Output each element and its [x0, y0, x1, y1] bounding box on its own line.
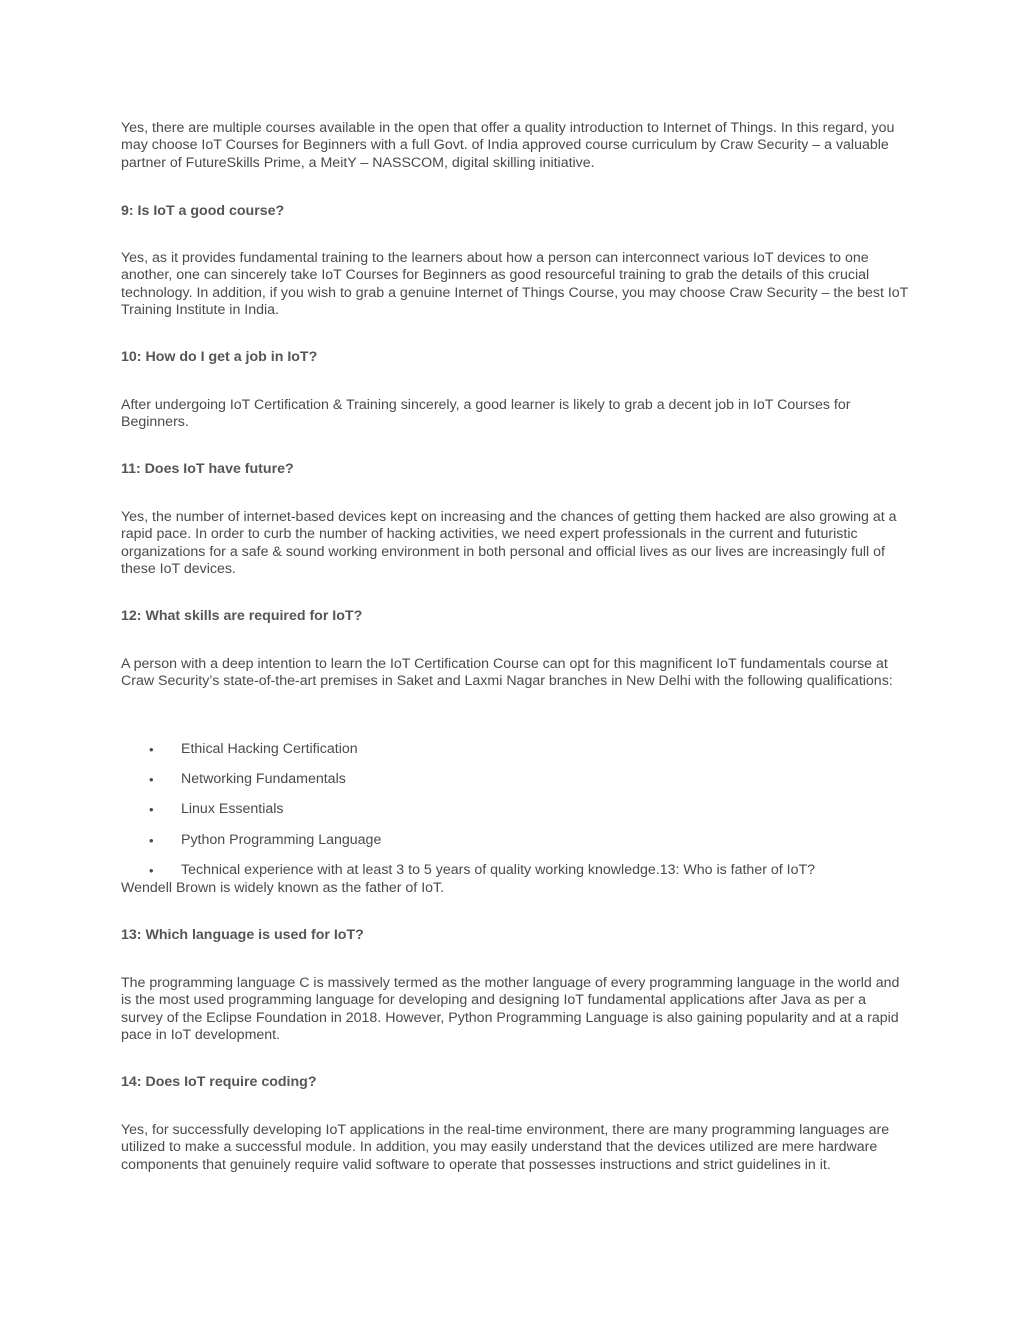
heading-11: 11: Does IoT have future?: [121, 461, 294, 477]
paragraph-12: A person with a deep intention to learn the IoT Certification Course can opt for this magnificent IoT fundamentals course at Craw Security’s state-of-the-art premises in Saket and Laxmi Nagar branches in New Delhi with the following qualifications:: [121, 656, 893, 690]
heading-9: 9: Is IoT a good course?: [121, 203, 285, 219]
bullet-icon: •: [149, 772, 154, 787]
father-of-iot-answer: Wendell Brown is widely known as the father of IoT.: [121, 880, 445, 896]
paragraph-10: After undergoing IoT Certification & Training sincerely, a good learner is likely to grab a decent job in IoT Courses for Beginners.: [121, 397, 851, 431]
list-item-text: Ethical Hacking Certification: [181, 741, 358, 757]
heading-12: 12: What skills are required for IoT?: [121, 608, 363, 624]
heading-10: 10: How do I get a job in IoT?: [121, 349, 318, 365]
heading-13: 13: Which language is used for IoT?: [121, 927, 364, 943]
bullet-icon: •: [149, 863, 154, 878]
bullet-icon: •: [149, 742, 154, 757]
list-item-text: Python Programming Language: [181, 832, 382, 848]
heading-14: 14: Does IoT require coding?: [121, 1074, 317, 1090]
bullet-icon: •: [149, 802, 154, 817]
paragraph-11: Yes, the number of internet-based devices kept on increasing and the chances of getting them hacked are also growing at a rapid pace. In order to curb the number of hacking activities, we need expert professionals in the current and futuristic organizations for a safe & sound working environment in both personal and official lives as our lives are increasingly full of these IoT devices.: [121, 509, 897, 578]
intro-paragraph: Yes, there are multiple courses available in the open that offer a quality introduction to Internet of Things. In this regard, you may choose IoT Courses for Beginners with a full Govt. of India approved course curriculum by Craw Security – a valuable partner of FutureSkills Prime, a MeitY – NASSCOM, digital skilling initiative.: [121, 120, 895, 171]
bullet-icon: •: [149, 833, 154, 848]
paragraph-13: The programming language C is massively termed as the mother language of every programming language in the world and is the most used programming language for developing and designing IoT fundamental applications after Java as per a survey of the Eclipse Foundation in 2018. However, Python Programming Language is also gaining popularity and at a rapid pace in IoT development.: [121, 975, 900, 1044]
list-item-text: Linux Essentials: [181, 801, 284, 817]
paragraph-9: Yes, as it provides fundamental training to the learners about how a person can interconnect various IoT devices to one another, one can sincerely take IoT Courses for Beginners as good resourceful training to grab the details of this crucial technology. In addition, if you wish to grab a genuine Internet of Things Course, you may choose Craw Security – the best IoT Training Institute in India.: [121, 250, 909, 319]
list-item-text: Networking Fundamentals: [181, 771, 346, 787]
paragraph-14: Yes, for successfully developing IoT applications in the real-time environment, there are many programming languages are utilized to make a successful module. In addition, you may easily understand that the devices utilized are mere hardware components that genuinely require valid software to operate that possesses instructions and strict guidelines in it.: [121, 1122, 890, 1173]
list-item-text: Technical experience with at least 3 to 5 years of quality working knowledge.13: Who is father of IoT?: [181, 862, 816, 878]
